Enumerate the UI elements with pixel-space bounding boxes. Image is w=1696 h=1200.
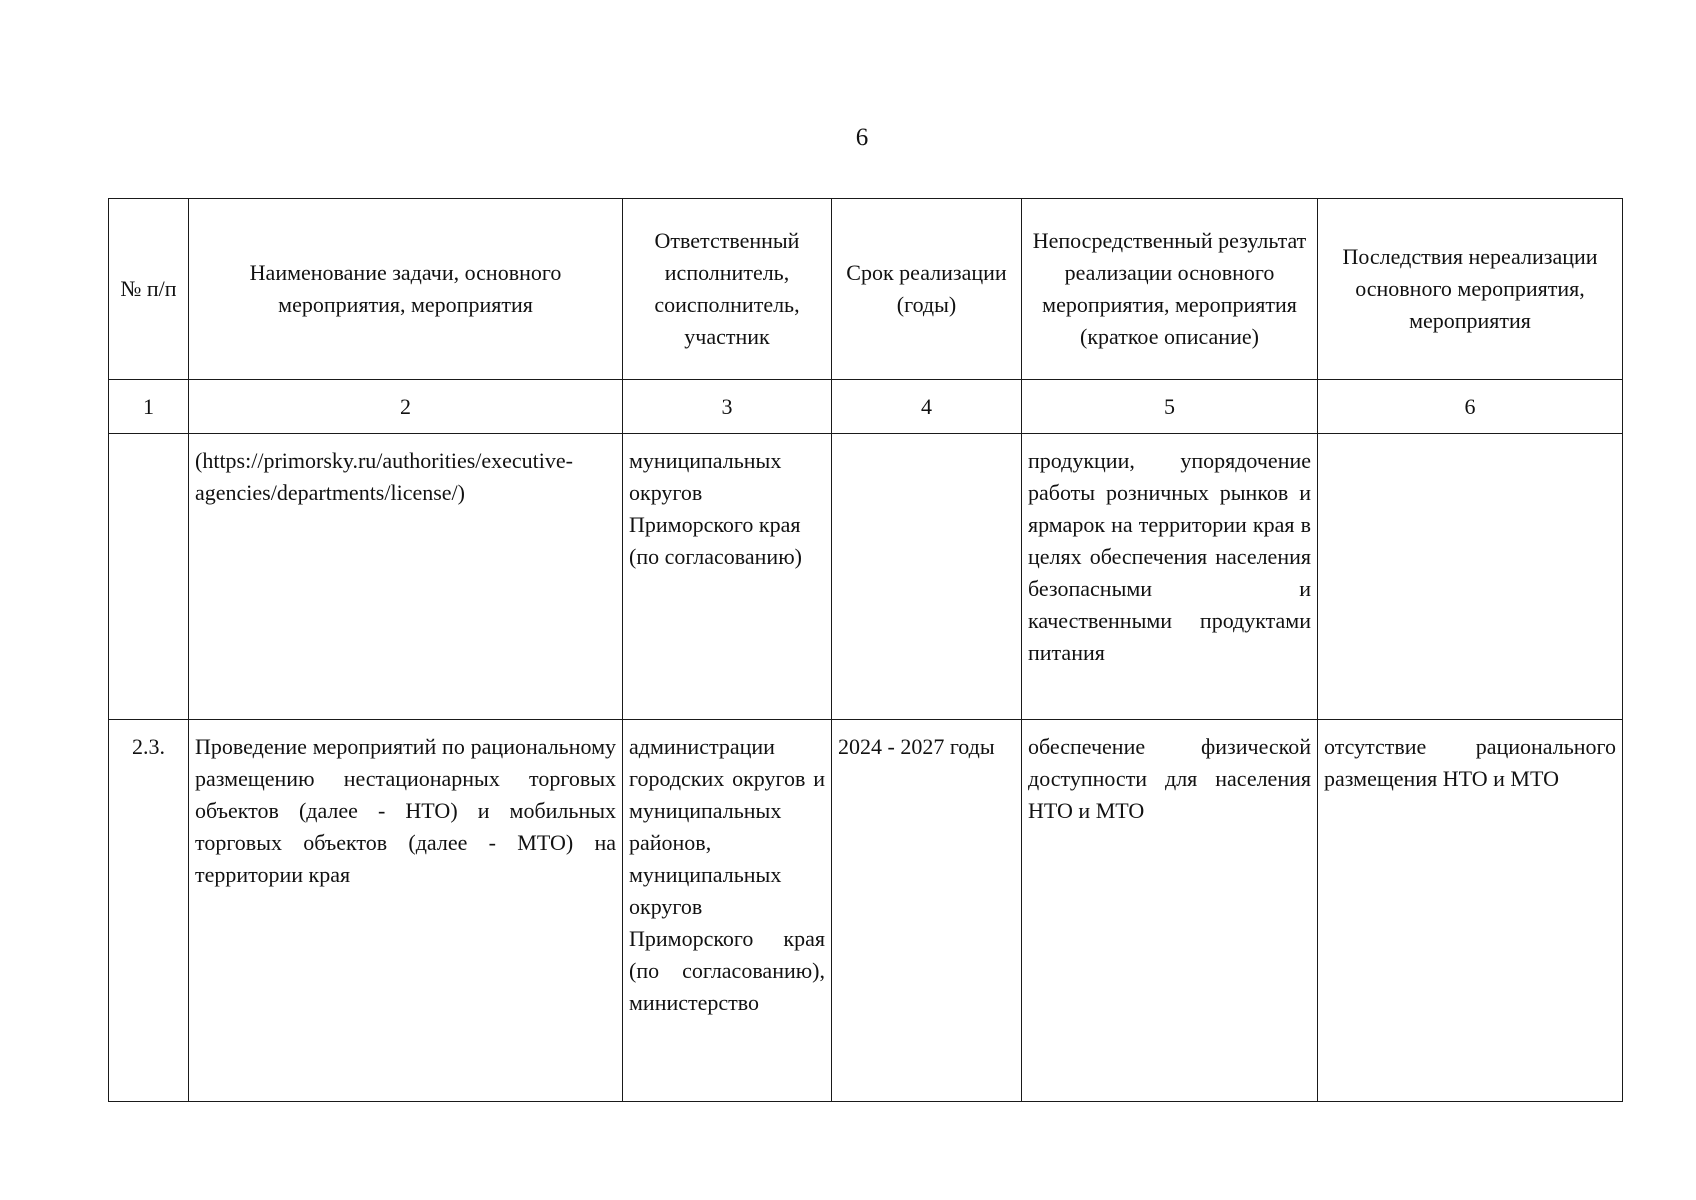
row-consequences: отсутствие рационального размещения НТО и МТО [1318, 720, 1623, 1102]
header-cell-result: Непосредственный результат реализации основного мероприятия, мероприятия (краткое описание) [1022, 199, 1318, 380]
program-table [108, 198, 1623, 1102]
row-name: (https://primorsky.ru/authorities/executive-agencies/departments/license/) [189, 434, 623, 720]
column-number: 4 [832, 380, 1022, 434]
row-term: 2024 - 2027 годы [832, 720, 1022, 1102]
page-number: 6 [855, 124, 869, 151]
row-result: продукции, упорядочение работы розничных рынков и ярмарок на территории края в целях обеспечения населения безопасными и качественными продуктами питания [1022, 434, 1318, 720]
row-term [832, 434, 1022, 720]
row-number: 2.3. [109, 720, 189, 1102]
column-number: 5 [1022, 380, 1318, 434]
column-number: 6 [1318, 380, 1623, 434]
column-number: 1 [109, 380, 189, 434]
row-executor: муниципальных округов Приморского края (по согласованию) [623, 434, 832, 720]
row-executor: администрации городских округов и муниципальных районов, муниципальных округов Приморского края (по согласованию), министерство [623, 720, 832, 1102]
row-consequences [1318, 434, 1623, 720]
table-header-row [109, 199, 1623, 380]
header-cell-consequences: Последствия нереализации основного мероприятия, мероприятия [1318, 199, 1623, 380]
row-name: Проведение мероприятий по рациональному размещению нестационарных торговых объектов (далее - НТО) и мобильных торговых объектов (далее - МТО) на территории края [189, 720, 623, 1102]
row-result: обеспечение физической доступности для населения НТО и МТО [1022, 720, 1318, 1102]
column-number: 2 [189, 380, 623, 434]
table-row [109, 434, 1623, 720]
column-number-row [109, 380, 1623, 434]
row-number [109, 434, 189, 720]
header-cell-number: № п/п [109, 199, 189, 380]
header-cell-name: Наименование задачи, основного мероприятия, мероприятия [189, 199, 623, 380]
header-cell-term: Срок реализации (годы) [832, 199, 1022, 380]
table-row [109, 720, 1623, 1102]
column-number: 3 [623, 380, 832, 434]
header-cell-executor: Ответственный исполнитель, соисполнитель, участник [623, 199, 832, 380]
